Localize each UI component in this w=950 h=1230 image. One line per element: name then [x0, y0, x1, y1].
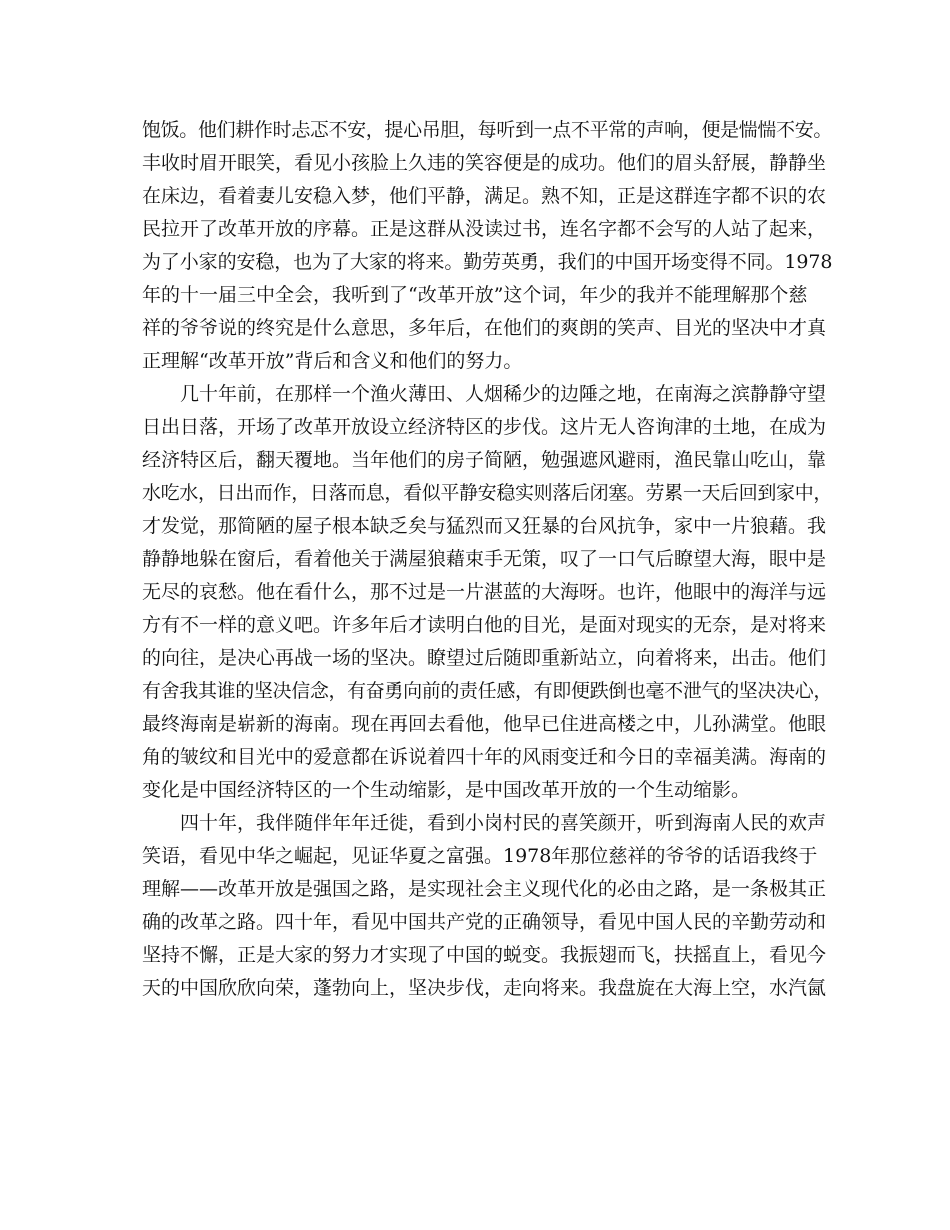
text-line: 水吃水，日出而作，日落而息，看似平静安稳实则落后闭塞。劳累一天后回到家中， [142, 482, 833, 504]
text-line: 的向往，是决心再战一场的坚决。瞭望过后随即重新站立，向着将来，出击。他们 [142, 647, 827, 669]
text-line: 方有不一样的意义吧。许多年后才读明白他的目光，是面对现实的无奈，是对将来 [142, 614, 827, 636]
text-line: 无尽的哀愁。他在看什么，那不过是一片湛蓝的大海呀。也许，他眼中的海洋与远 [142, 581, 827, 603]
text-line: 在床边，看着妻儿安稳入梦，他们平静，满足。熟不知，正是这群连字都不识的农 [142, 185, 827, 207]
text-line: 才发觉，那简陋的屋子根本缺乏矣与猛烈而又狂暴的台风抗争，家中一片狼藉。我 [142, 515, 827, 537]
text-line: 笑语，看见中华之崛起，见证华夏之富强。1978年那位慈祥的爷爷的话语我终于 [142, 845, 818, 867]
text-line: 丰收时眉开眼笑，看见小孩脸上久违的笑容便是的成功。他们的眉头舒展，静静坐 [142, 152, 827, 174]
text-line: 坚持不懈，正是大家的努力才实现了中国的蜕变。我振翅而飞，扶摇直上，看见今 [142, 944, 827, 966]
text-line: 几十年前，在那样一个渔火薄田、人烟稀少的边陲之地，在南海之滨静静守望 [142, 383, 827, 405]
text-line: 变化是中国经济特区的一个生动缩影，是中国改革开放的一个生动缩影。 [142, 779, 751, 801]
body-text [142, 114, 832, 1005]
text-line: 日出日落，开场了改革开放设立经济特区的步伐。这片无人咨询津的土地，在成为 [142, 416, 827, 438]
text-line: 天的中国欣欣向荣，蓬勃向上，坚决步伐，走向将来。我盘旋在大海上空，水汽氤 [142, 977, 827, 999]
text-line: 理解——改革开放是强国之路，是实现社会主义现代化的必由之路，是一条极其正 [142, 878, 827, 900]
text-line: 民拉开了改革开放的序幕。正是这群从没读过书，连名字都不会写的人站了起来， [142, 218, 827, 240]
text-line: 静静地躲在窗后，看着他关于满屋狼藉束手无策，叹了一口气后瞭望大海，眼中是 [142, 548, 827, 570]
text-line: 角的皱纹和目光中的爱意都在诉说着四十年的风雨变迁和今日的幸福美满。海南的 [142, 746, 827, 768]
text-line: 为了小家的安稳，也为了大家的将来。勤劳英勇，我们的中国开场变得不同。1978 [142, 251, 833, 273]
text-line: 年的十一届三中全会，我听到了“改革开放”这个词，年少的我并不能理解那个慈 [142, 284, 808, 306]
text-line: 饱饭。他们耕作时忐忑不安，提心吊胆，每听到一点不平常的声响，便是惴惴不安。 [142, 119, 833, 141]
text-line: 有舍我其谁的坚决信念，有奋勇向前的责任感，有即便跌倒也毫不泄气的坚决决心， [142, 680, 833, 702]
text-line: 最终海南是崭新的海南。现在再回去看他，他早已住进高楼之中，儿孙满堂。他眼 [142, 713, 827, 735]
text-line: 正理解“改革开放”背后和含义和他们的努力。 [142, 350, 523, 372]
text-line: 四十年，我伴随伴年年迁徙，看到小岗村民的喜笑颜开，听到海南人民的欢声 [142, 812, 827, 834]
text-line: 确的改革之路。四十年，看见中国共产党的正确领导，看见中国人民的辛勤劳动和 [142, 911, 827, 933]
text-line: 经济特区后，翻天覆地。当年他们的房子简陋，勉强遮风避雨，渔民靠山吃山，靠 [142, 449, 827, 471]
text-line: 祥的爷爷说的终究是什么意思，多年后，在他们的爽朗的笑声、目光的坚决中才真 [142, 317, 827, 339]
